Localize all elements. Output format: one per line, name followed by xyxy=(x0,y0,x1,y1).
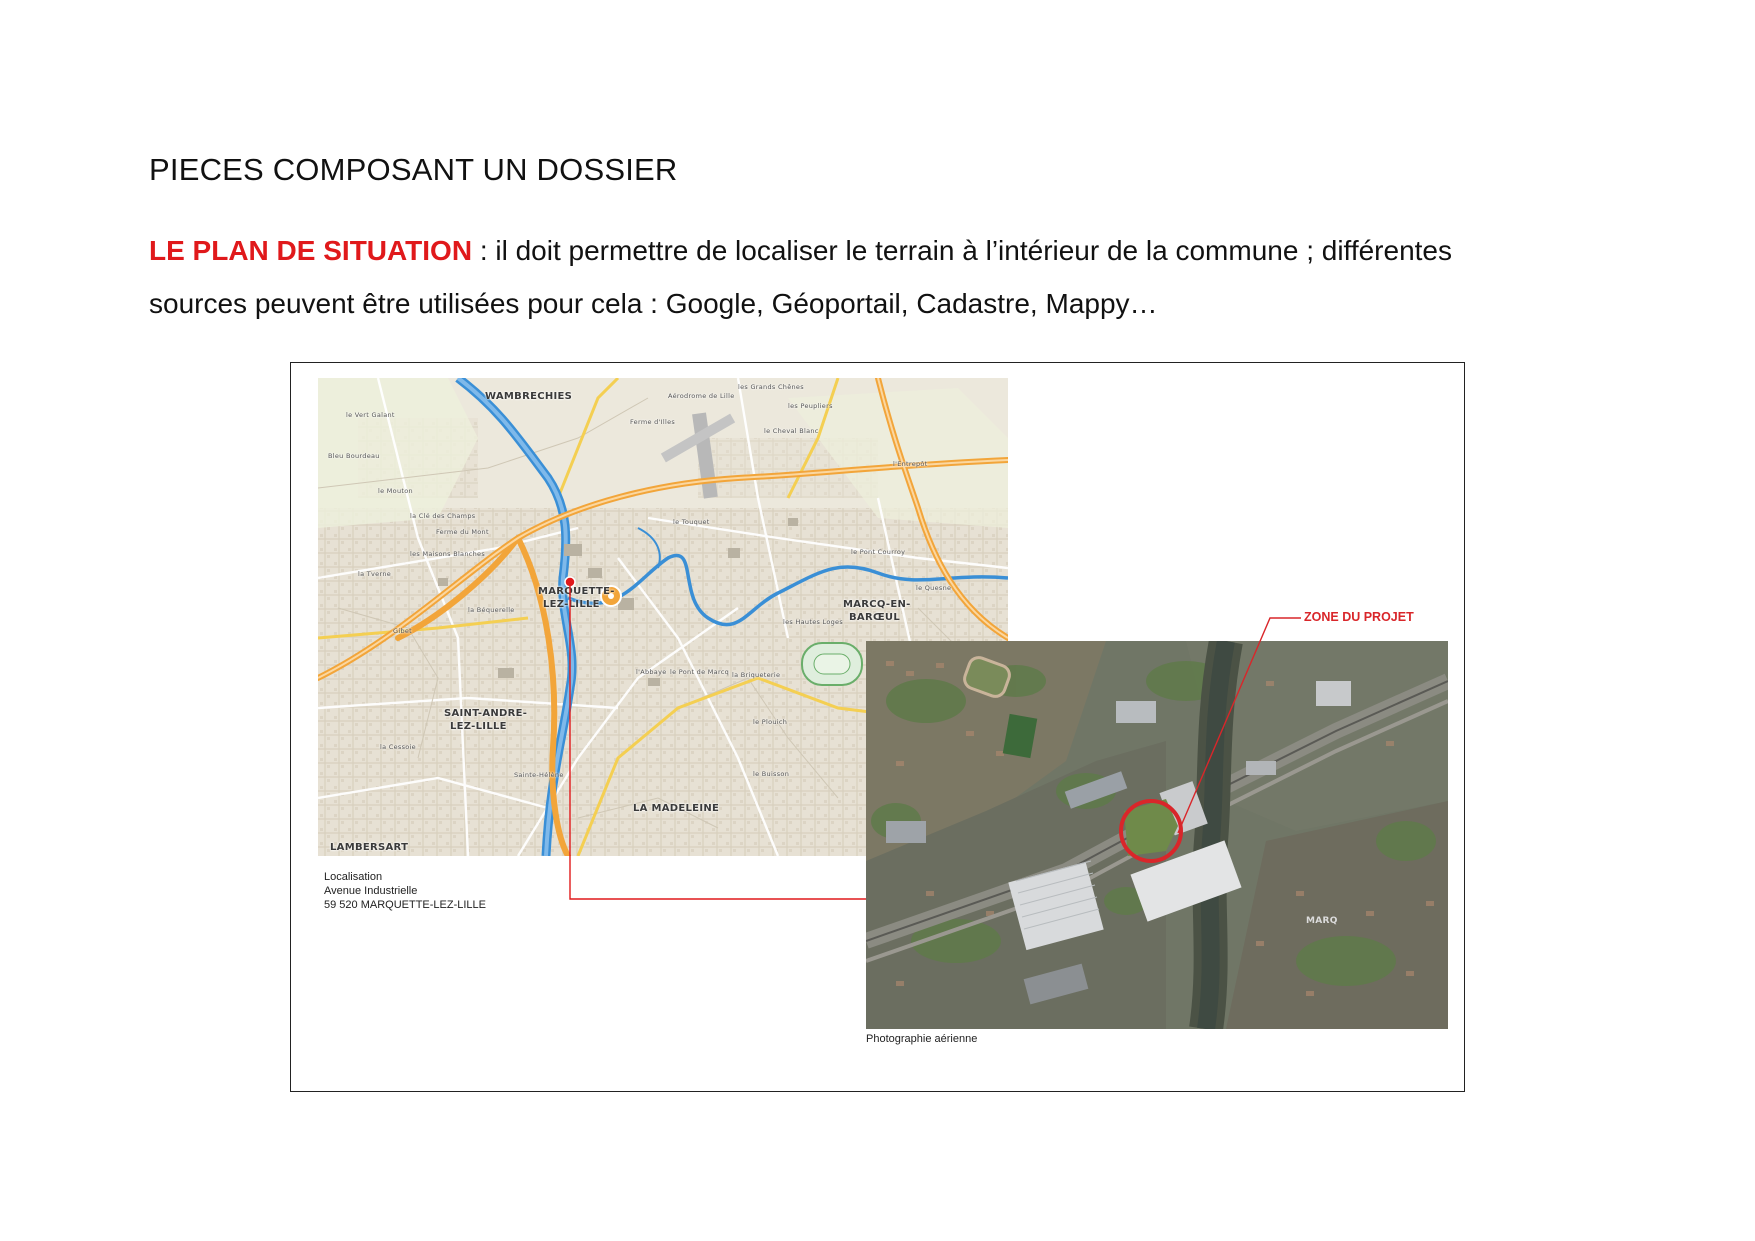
map-label-maisons-blanches: les Maisons Blanches xyxy=(410,550,486,558)
map-caption-line-1: Localisation xyxy=(324,871,383,883)
intro-lead: LE PLAN DE SITUATION xyxy=(149,235,473,266)
map-label-marquette-2: LEZ-LILLE xyxy=(543,599,600,610)
map-label-clef-des-champs: la Clé des Champs xyxy=(410,512,476,520)
aerial-photo xyxy=(866,641,1448,1029)
map-label-briqueterie: la Briqueterie xyxy=(732,671,781,679)
map-label-quesne: le Quesne xyxy=(916,584,952,592)
situation-plan-figure xyxy=(290,362,1465,1092)
map-label-hautes-loges: les Hautes Loges xyxy=(783,618,844,626)
map-label-pont-courroy: le Pont Courroy xyxy=(851,548,906,556)
map-label-saint-andre-1: SAINT-ANDRE- xyxy=(444,708,528,719)
map-label-wambrechies: WAMBRECHIES xyxy=(485,391,573,402)
map-label-aerodrome: Aérodrome de Lille xyxy=(668,392,735,400)
map-label-saint-andre-2: LEZ-LILLE xyxy=(450,721,507,732)
map-label-tverne: la Tverne xyxy=(358,570,392,578)
map-label-ferme-dilles: Ferme d'Illes xyxy=(630,418,676,426)
map-label-buisson: le Buisson xyxy=(753,770,790,778)
aerial-caption: Photographie aérienne xyxy=(866,1033,978,1045)
map-label-la-madeleine: LA MADELEINE xyxy=(633,803,720,814)
map-caption xyxy=(324,870,486,912)
aerial-photo-drawing xyxy=(866,641,1448,1029)
map-label-mouton: le Mouton xyxy=(378,487,413,495)
map-label-bleu-bourdeau: Bleu Bourdeau xyxy=(328,452,380,460)
map-label-entrepot: l'Entrepôt xyxy=(893,460,928,468)
zone-du-projet-label: ZONE DU PROJET xyxy=(1304,610,1414,624)
map-label-marcq-1: MARCQ-EN- xyxy=(843,599,911,610)
map-label-pont-de-marcq: le Pont de Marcq xyxy=(670,668,730,676)
map-label-vert-galant: le Vert Galant xyxy=(346,411,395,419)
racecourse xyxy=(802,643,862,685)
map-label-lambersart: LAMBERSART xyxy=(330,842,409,853)
map-label-abbaye: l'Abbaye xyxy=(636,668,667,676)
intro-paragraph xyxy=(149,224,1609,330)
intro-line-2: sources peuvent être utilisées pour cela : Google, Géoportail, Cadastre, Mappy… xyxy=(149,288,1158,319)
map-label-ferme-du-mont: Ferme du Mont xyxy=(436,528,489,536)
map-label-cessoie: la Cessoie xyxy=(380,743,416,751)
map-label-cheval-blanc: le Cheval Blanc xyxy=(764,427,819,435)
map-label-bequerelle: la Béquerelle xyxy=(468,606,515,614)
map-label-grands-chenes: les Grands Chênes xyxy=(738,383,804,391)
map-caption-line-2: Avenue Industrielle xyxy=(324,885,418,897)
intro-line-1: : il doit permettre de localiser le terrain à l’intérieur de la commune ; différentes xyxy=(472,235,1452,266)
map-label-gibet: Gibet xyxy=(393,627,413,635)
map-label-touquet: le Touquet xyxy=(673,518,710,526)
map-label-sainte-helene: Sainte-Hélène xyxy=(514,771,564,779)
map-label-marcq-2: BARŒUL xyxy=(849,612,901,623)
map-label-marquette-1: MARQUETTE- xyxy=(538,586,615,597)
map-label-plouich: le Plouich xyxy=(753,718,788,726)
map-caption-line-3: 59 520 MARQUETTE-LEZ-LILLE xyxy=(324,899,487,911)
map-label-peupliers: les Peupliers xyxy=(788,402,833,410)
aerial-watermark: MARQ xyxy=(1306,916,1338,926)
document-title: PIECES COMPOSANT UN DOSSIER xyxy=(149,152,678,187)
